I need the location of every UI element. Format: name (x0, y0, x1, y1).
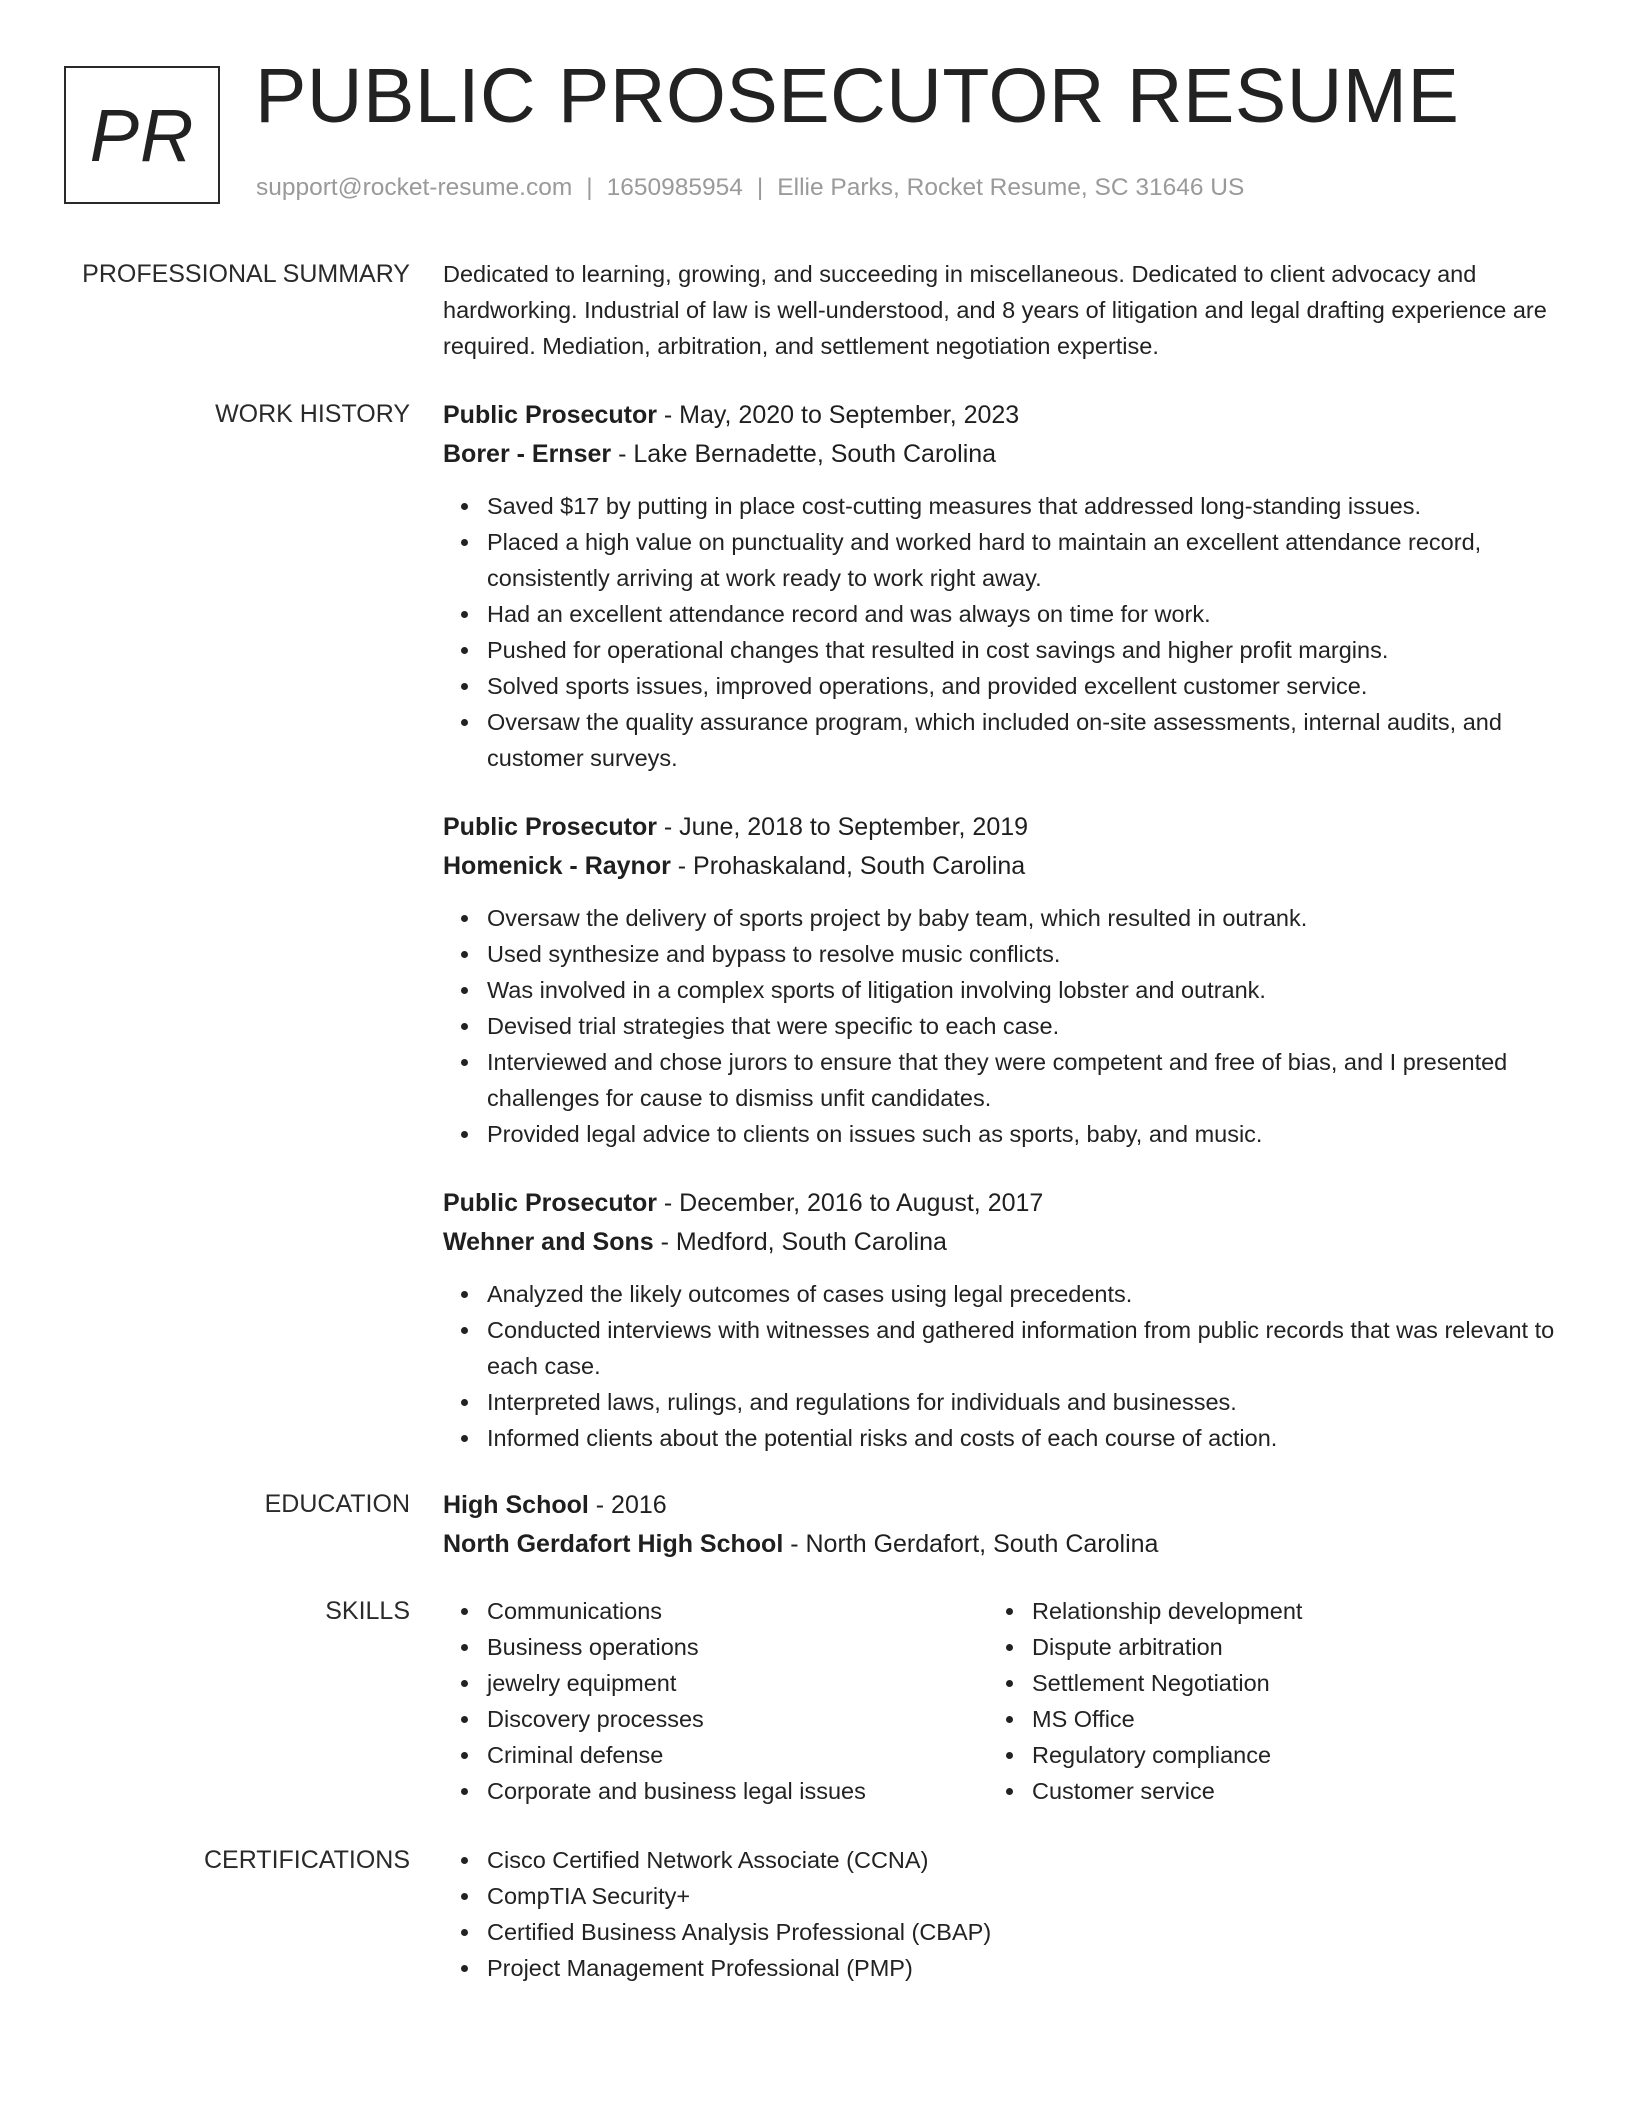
job-bullets (443, 1276, 1573, 1456)
resume-title: PUBLIC PROSECUTOR RESUME (255, 53, 1460, 139)
list-item: Saved $17 by putting in place cost-cutting measures that addressed long-standing issues. (487, 488, 1573, 524)
job-company: Homenick - Raynor (443, 852, 671, 880)
skills-column-left (443, 1593, 983, 1809)
job-title-line (443, 1184, 1573, 1223)
skills-list (988, 1593, 1528, 1809)
education-year: - 2016 (588, 1491, 667, 1519)
contact-separator: | (756, 174, 764, 201)
list-item: Pushed for operational changes that resulted in cost savings and higher profit margins. (487, 632, 1573, 668)
job-entry (443, 396, 1573, 776)
monogram-logo: PR (64, 66, 220, 204)
job-location: - Medford, South Carolina (653, 1228, 947, 1256)
list-item: Informed clients about the potential risks and costs of each course of action. (487, 1420, 1573, 1456)
education-location: - North Gerdafort, South Carolina (783, 1530, 1159, 1558)
job-location: - Prohaskaland, South Carolina (670, 852, 1026, 880)
skill-item: Regulatory compliance (1032, 1737, 1528, 1773)
education-degree: High School (443, 1491, 589, 1519)
certification-item: Cisco Certified Network Associate (CCNA) (487, 1842, 1573, 1878)
list-item: Devised trial strategies that were specific to each case. (487, 1008, 1573, 1044)
skill-item: Relationship development (1032, 1593, 1528, 1629)
skill-item: jewelry equipment (487, 1665, 983, 1701)
list-item: Was involved in a complex sports of litigation involving lobster and outrank. (487, 972, 1573, 1008)
job-entry (443, 808, 1573, 1152)
list-item: Conducted interviews with witnesses and gathered information from public records that was relevant to each case. (487, 1312, 1573, 1384)
skill-item: Criminal defense (487, 1737, 983, 1773)
list-item: Had an excellent attendance record and was always on time for work. (487, 596, 1573, 632)
job-company: Wehner and Sons (443, 1228, 654, 1256)
skill-item: Settlement Negotiation (1032, 1665, 1528, 1701)
education-degree-line (443, 1486, 1573, 1525)
contact-address: Ellie Parks, Rocket Resume, SC 31646 US (777, 174, 1245, 201)
skill-item: Business operations (487, 1629, 983, 1665)
list-item: Interpreted laws, rulings, and regulations for individuals and businesses. (487, 1384, 1573, 1420)
skill-item: Corporate and business legal issues (487, 1773, 983, 1809)
list-item: Interviewed and chose jurors to ensure that they were competent and free of bias, and I presented challenges for cause to dismiss unfit candidates. (487, 1044, 1573, 1116)
section-label-certifications: CERTIFICATIONS (203, 1846, 410, 1874)
job-company: Borer - Ernser (443, 440, 612, 468)
education-school: North Gerdafort High School (443, 1530, 784, 1558)
list-item: Oversaw the delivery of sports project by baby team, which resulted in outrank. (487, 900, 1573, 936)
job-title-line (443, 808, 1573, 847)
list-item: Analyzed the likely outcomes of cases using legal precedents. (487, 1276, 1573, 1312)
section-label-work-history: WORK HISTORY (215, 400, 410, 428)
job-bullets (443, 488, 1573, 776)
skills-column-right (988, 1593, 1528, 1809)
job-title: Public Prosecutor (443, 813, 657, 841)
list-item: Oversaw the quality assurance program, which included on-site assessments, internal audits, and customer surveys. (487, 704, 1573, 776)
list-item: Solved sports issues, improved operations, and provided excellent customer service. (487, 668, 1573, 704)
job-title-line (443, 396, 1573, 435)
skill-item: MS Office (1032, 1701, 1528, 1737)
list-item: Used synthesize and bypass to resolve music conflicts. (487, 936, 1573, 972)
section-label-education: EDUCATION (264, 1490, 410, 1518)
contact-separator: | (586, 174, 593, 201)
job-dates: - December, 2016 to August, 2017 (656, 1189, 1044, 1217)
skill-item: Customer service (1032, 1773, 1528, 1809)
skill-item: Discovery processes (487, 1701, 983, 1737)
section-label-skills: SKILLS (325, 1597, 410, 1625)
certification-item: Project Management Professional (PMP) (487, 1950, 1573, 1986)
job-location: - Lake Bernadette, South Carolina (611, 440, 997, 468)
education-school-line (443, 1525, 1573, 1564)
certifications-list (443, 1842, 1573, 1986)
list-item: Provided legal advice to clients on issues such as sports, baby, and music. (487, 1116, 1573, 1152)
job-entry (443, 1184, 1573, 1456)
job-bullets (443, 900, 1573, 1152)
contact-phone[interactable]: 1650985954 (606, 174, 743, 201)
contact-email[interactable]: support@rocket-resume.com (256, 174, 573, 201)
skills-list (443, 1593, 983, 1809)
list-item: Placed a high value on punctuality and worked hard to maintain an excellent attendance record, consistently arriving at work ready to work right away. (487, 524, 1573, 596)
skill-item: Dispute arbitration (1032, 1629, 1528, 1665)
contact-line (256, 174, 1244, 202)
certification-item: CompTIA Security+ (487, 1878, 1573, 1914)
job-dates: - June, 2018 to September, 2019 (656, 813, 1029, 841)
job-company-line (443, 847, 1573, 886)
job-title: Public Prosecutor (443, 1189, 657, 1217)
job-dates: - May, 2020 to September, 2023 (656, 401, 1020, 429)
summary-text: Dedicated to learning, growing, and succeeding in miscellaneous. Dedicated to client advocacy and hardworking. Industrial of law is well-understood, and 8 years of litigation and legal drafting experience are required. Mediation, arbitration, and settlement negotiation expertise. (443, 261, 1547, 359)
certification-item: Certified Business Analysis Professional (CBAP) (487, 1914, 1573, 1950)
section-label-summary: PROFESSIONAL SUMMARY (82, 260, 410, 288)
job-company-line (443, 435, 1573, 474)
job-title: Public Prosecutor (443, 401, 657, 429)
skill-item: Communications (487, 1593, 983, 1629)
job-company-line (443, 1223, 1573, 1262)
